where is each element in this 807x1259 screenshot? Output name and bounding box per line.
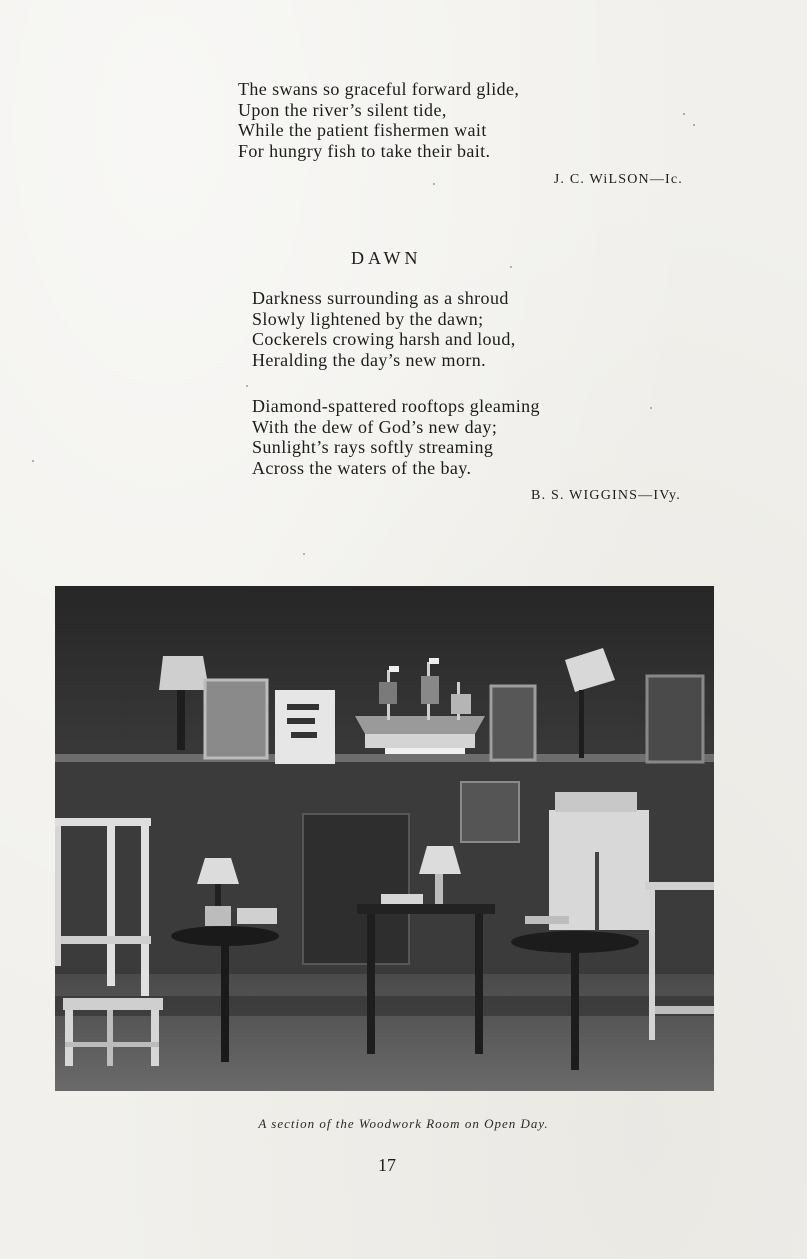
poem-line: The swans so graceful forward glide, (238, 79, 520, 99)
poem-one-author: J. C. WiLSON—Ic. (553, 172, 683, 187)
bookshelf (491, 686, 535, 760)
cabinet (303, 814, 409, 964)
photo-caption: A section of the Woodwork Room on Open Day. (258, 1116, 549, 1131)
poem-line: Across the waters of the bay. (252, 457, 472, 478)
poem-two-stanza-one (252, 288, 516, 370)
poem-two-author: B. S. WIGGINS—IVy. (531, 488, 681, 503)
poem-two-title: DAWN (351, 248, 422, 268)
poem-line: For hungry fish to take their bait. (238, 140, 491, 161)
poem-line: Sunlight’s rays softly streaming (252, 437, 494, 457)
print-speck (510, 266, 512, 268)
print-speck (693, 124, 695, 126)
page-number: 17 (378, 1155, 396, 1175)
poem-line: Darkness surrounding as a shroud (252, 288, 509, 308)
print-speck (303, 553, 305, 555)
striped-panel (275, 690, 335, 764)
poem-line: Diamond-spattered rooftops gleaming (252, 396, 540, 416)
print-speck (32, 460, 34, 462)
woodwork-room-photo (55, 586, 714, 1091)
poem-line: With the dew of God’s new day; (252, 416, 498, 437)
cabinet-panel (205, 680, 267, 758)
poem-line: Slowly lightened by the dawn; (252, 308, 484, 329)
small-cabinet (461, 782, 519, 842)
poem-line: While the patient fishermen wait (238, 120, 487, 140)
tall-cabinet (647, 676, 703, 762)
print-speck (650, 407, 652, 409)
photo-illustration (55, 586, 714, 1091)
print-speck (683, 113, 685, 115)
poem-two-stanza-two (252, 396, 540, 478)
poem-line: Heralding the day’s new morn. (252, 349, 487, 370)
print-speck (246, 385, 248, 387)
poem-line: Cockerels crowing harsh and loud, (252, 329, 516, 349)
print-speck (433, 183, 435, 185)
poem-line: Upon the river’s silent tide, (238, 99, 447, 120)
drawing-board (549, 792, 649, 932)
poem-one (238, 79, 519, 161)
